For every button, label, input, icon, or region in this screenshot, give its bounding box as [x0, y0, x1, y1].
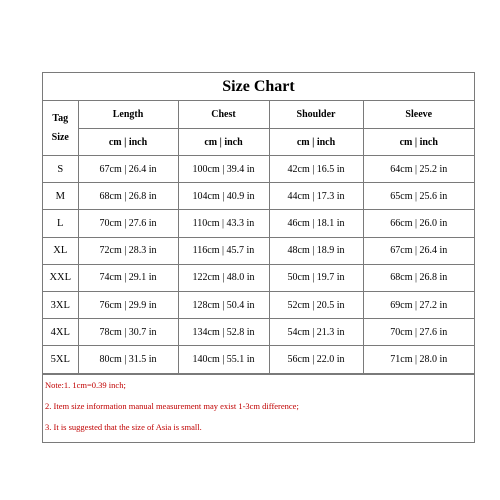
tag-size-header-line2: Size — [51, 132, 69, 143]
size-chart-title: Size Chart — [43, 73, 474, 101]
column-header-chest: Chest — [178, 101, 269, 129]
table-row — [43, 237, 474, 264]
length-cell: 80cm | 31.5 in — [78, 346, 178, 373]
note-line: 2. Item size information manual measurement may exist 1-3cm difference; — [45, 400, 299, 411]
notes — [43, 374, 474, 438]
length-cell: 68cm | 26.8 in — [78, 183, 178, 210]
chest-cell: 104cm | 40.9 in — [178, 183, 269, 210]
size-cell: XL — [43, 237, 78, 264]
length-cell: 67cm | 26.4 in — [78, 156, 178, 183]
length-cell: 74cm | 29.1 in — [78, 264, 178, 291]
size-rows — [43, 156, 474, 374]
chest-cell: 100cm | 39.4 in — [178, 156, 269, 183]
length-cell: 72cm | 28.3 in — [78, 237, 178, 264]
chest-cell: 128cm | 50.4 in — [178, 291, 269, 318]
unit-label-chest: cm | inch — [178, 129, 269, 156]
size-cell: XXL — [43, 264, 78, 291]
sleeve-cell: 70cm | 27.6 in — [363, 319, 474, 346]
size-chart — [42, 72, 475, 443]
table-row — [43, 319, 474, 346]
size-cell: L — [43, 210, 78, 237]
sleeve-cell: 64cm | 25.2 in — [363, 156, 474, 183]
column-header-length: Length — [78, 101, 178, 129]
note-line: Note:1. 1cm=0.39 inch; — [45, 379, 126, 390]
header-row — [43, 101, 474, 129]
shoulder-cell: 42cm | 16.5 in — [269, 156, 363, 183]
chest-cell: 134cm | 52.8 in — [178, 319, 269, 346]
table-row — [43, 156, 474, 183]
table-row — [43, 291, 474, 318]
unit-label-sleeve: cm | inch — [363, 129, 474, 156]
sleeve-cell: 65cm | 25.6 in — [363, 183, 474, 210]
shoulder-cell: 48cm | 18.9 in — [269, 237, 363, 264]
length-cell: 78cm | 30.7 in — [78, 319, 178, 346]
table-row — [43, 346, 474, 373]
table-row — [43, 210, 474, 237]
tag-size-header — [43, 101, 78, 156]
size-cell: M — [43, 183, 78, 210]
table-row — [43, 264, 474, 291]
unit-label-length: cm | inch — [78, 129, 178, 156]
sleeve-cell: 66cm | 26.0 in — [363, 210, 474, 237]
chest-cell: 110cm | 43.3 in — [178, 210, 269, 237]
size-cell: S — [43, 156, 78, 183]
shoulder-cell: 46cm | 18.1 in — [269, 210, 363, 237]
column-header-shoulder: Shoulder — [269, 101, 363, 129]
sleeve-cell: 67cm | 26.4 in — [363, 237, 474, 264]
column-header-sleeve: Sleeve — [363, 101, 474, 129]
unit-row — [43, 129, 474, 156]
unit-label-shoulder: cm | inch — [269, 129, 363, 156]
shoulder-cell: 44cm | 17.3 in — [269, 183, 363, 210]
size-cell: 3XL — [43, 291, 78, 318]
shoulder-cell: 54cm | 21.3 in — [269, 319, 363, 346]
sleeve-cell: 69cm | 27.2 in — [363, 291, 474, 318]
chest-cell: 116cm | 45.7 in — [178, 237, 269, 264]
shoulder-cell: 52cm | 20.5 in — [269, 291, 363, 318]
shoulder-cell: 50cm | 19.7 in — [269, 264, 363, 291]
chest-cell: 122cm | 48.0 in — [178, 264, 269, 291]
size-cell: 5XL — [43, 346, 78, 373]
chest-cell: 140cm | 55.1 in — [178, 346, 269, 373]
shoulder-cell: 56cm | 22.0 in — [269, 346, 363, 373]
sleeve-cell: 71cm | 28.0 in — [363, 346, 474, 373]
tag-size-header-line1: Tag — [52, 113, 69, 124]
sleeve-cell: 68cm | 26.8 in — [363, 264, 474, 291]
length-cell: 76cm | 29.9 in — [78, 291, 178, 318]
note-line: 3. It is suggested that the size of Asia is small. — [45, 421, 202, 432]
length-cell: 70cm | 27.6 in — [78, 210, 178, 237]
table-row — [43, 183, 474, 210]
size-table — [43, 101, 474, 374]
size-cell: 4XL — [43, 319, 78, 346]
